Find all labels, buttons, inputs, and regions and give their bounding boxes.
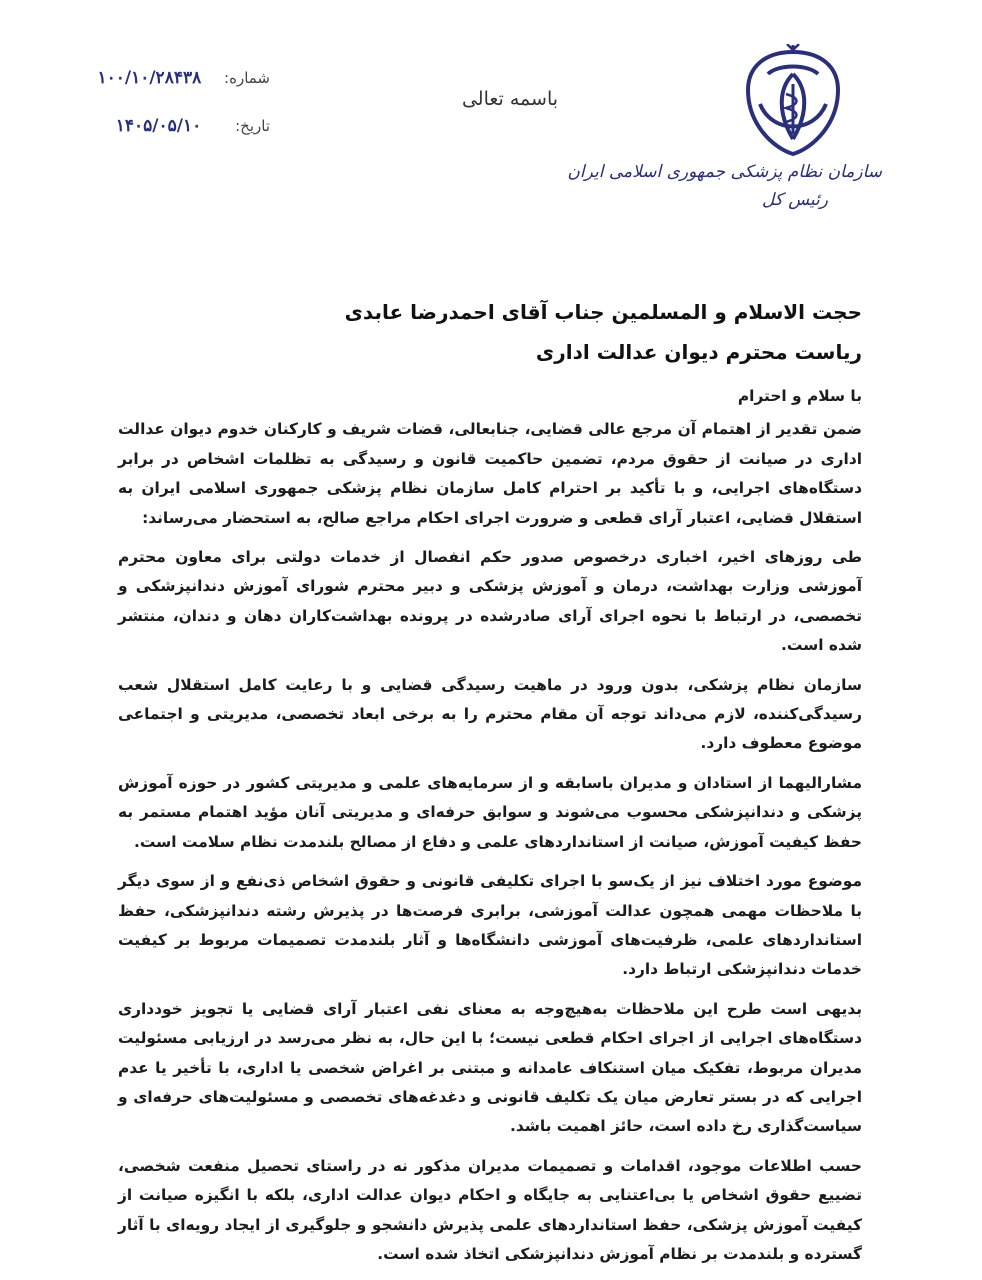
number-label: شماره:	[224, 69, 270, 87]
date-value: ۱۴۰۵/۰۵/۱۰	[115, 116, 202, 136]
body-paragraph: حسب اطلاعات موجود، اقدامات و تصمیمات مدیران مذکور نه در راستای تحصیل منفعت شخصی، تضییع حقوق اشخاص یا بی‌اعتنایی به جایگاه و احکام دیوان عدالت اداری، بلکه با انگیزه صیانت از کیفیت آموزش پزشکی، حفظ استانداردهای علمی پذیرش دانشجو و جلوگیری از ایجاد رویه‌ای با آثار گسترده و بلندمدت بر نظام آموزش دندانپزشکی اتخاذ شده است.	[118, 1156, 862, 1263]
date-label: تاریخ:	[235, 117, 270, 135]
addressee-name: حجت الاسلام و المسلمین جناب آقای احمدرضا عابدی	[344, 300, 862, 324]
letterhead-logo-block	[567, 44, 882, 244]
addressee-title: ریاست محترم دیوان عدالت اداری	[535, 340, 862, 364]
addressee-block	[102, 292, 862, 372]
body-paragraph: موضوع مورد اختلاف نیز از یک‌سو با اجرای تکلیفی قانونی و حقوق اشخاص ذی‌نفع و از سوی دیگر با ملاحظات مهمی همچون عدالت آموزشی، برابری فرصت‌ها در پذیرش رشته دندانپزشکی، حفظ استانداردهای علمی، ظرفیت‌های آموزشی دانشگاه‌ها و آثار بلندمدت تصمیمات مربوط بر کیفیت خدمات دندانپزشکی ارتباط دارد.	[118, 872, 862, 979]
body-paragraph: مشارالیهما از استادان و مدیران باسابقه و از سرمایه‌های علمی و مدیریتی کشور در حوزه آموزش پزشکی و دندانپزشکی محسوب می‌شوند و سوابق حرفه‌ای و مدیریتی آنان مؤید اهتمام مستمر به حفظ کیفیت آموزش، صیانت از استانداردهای علمی و دفاع از مصالح بلندمدت نظام سلامت است.	[118, 773, 862, 851]
letter-date	[90, 116, 270, 136]
bismillah-heading: باسمه تعالی	[461, 88, 559, 110]
body-paragraph: ضمن تقدیر از اهتمام آن مرجع عالی قضایی، جنابعالی، قضات شریف و کارکنان خدوم دیوان عدالت اداری در صیانت از حقوق مردم، تضمین حاکمیت قانون و رسیدگی به تظلمات اشخاص در برابر دستگاه‌های اجرایی، و با تأکید بر احترام کامل سازمان نظام پزشکی جمهوری اسلامی ایران به استقلال قضایی، اعتبار آرای قطعی و ضرورت اجرای احکام مراجع صالح، به استحضار می‌رساند:	[118, 420, 862, 527]
greeting: با سلام و احترام	[737, 387, 862, 405]
number-value: ۱۰۰/۱۰/۲۸۴۳۸	[97, 68, 202, 88]
organization-name: سازمان نظام پزشکی جمهوری اسلامی ایران	[567, 162, 882, 182]
body-paragraph: بدیهی است طرح این ملاحظات به‌هیچ‌وجه به معنای نفی اعتبار آرای قضایی یا تجویز خودداری دستگاه‌های اجرایی از اجرای احکام قطعی نیست؛ با این حال، به نظر می‌رسد در ارزیابی مسئولیت مدیران مربوط، تفکیک میان استنکاف عامدانه و مبتنی بر اغراض شخصی یا اداری، با تأخیر یا عدم اجرایی که در بستر تعارض میان یک تکلیف قانونی و دغدغه‌های تخصصی و مسئولیت‌های حرفه‌ای و سیاست‌گذاری رخ داده است، حائز اهمیت باشد.	[118, 999, 862, 1136]
letter-body	[118, 382, 862, 1279]
letter-number	[90, 68, 270, 88]
body-paragraph: سازمان نظام پزشکی، بدون ورود در ماهیت رسیدگی قضایی و با رعایت کامل استقلال شعب رسیدگی‌کننده، لازم می‌داند توجه آن مقام محترم را به برخی ابعاد تخصصی، مدیریتی و اجتماعی موضوع معطوف دارد.	[118, 675, 862, 753]
body-paragraph: طی روزهای اخیر، اخباری درخصوص صدور حکم انفصال از خدمات دولتی برای معاون محترم آموزشی وزارت بهداشت، درمان و آموزش پزشکی و دبیر محترم شورای آموزش دندانپزشکی و تخصصی، در ارتباط با نحوه اجرای آرای صادرشده در پرونده بهداشت‌کاران دهان و دندان، منتشر شده است.	[118, 548, 862, 655]
medical-council-emblem-icon	[738, 44, 848, 159]
organization-role: رئیس کل	[761, 190, 828, 210]
